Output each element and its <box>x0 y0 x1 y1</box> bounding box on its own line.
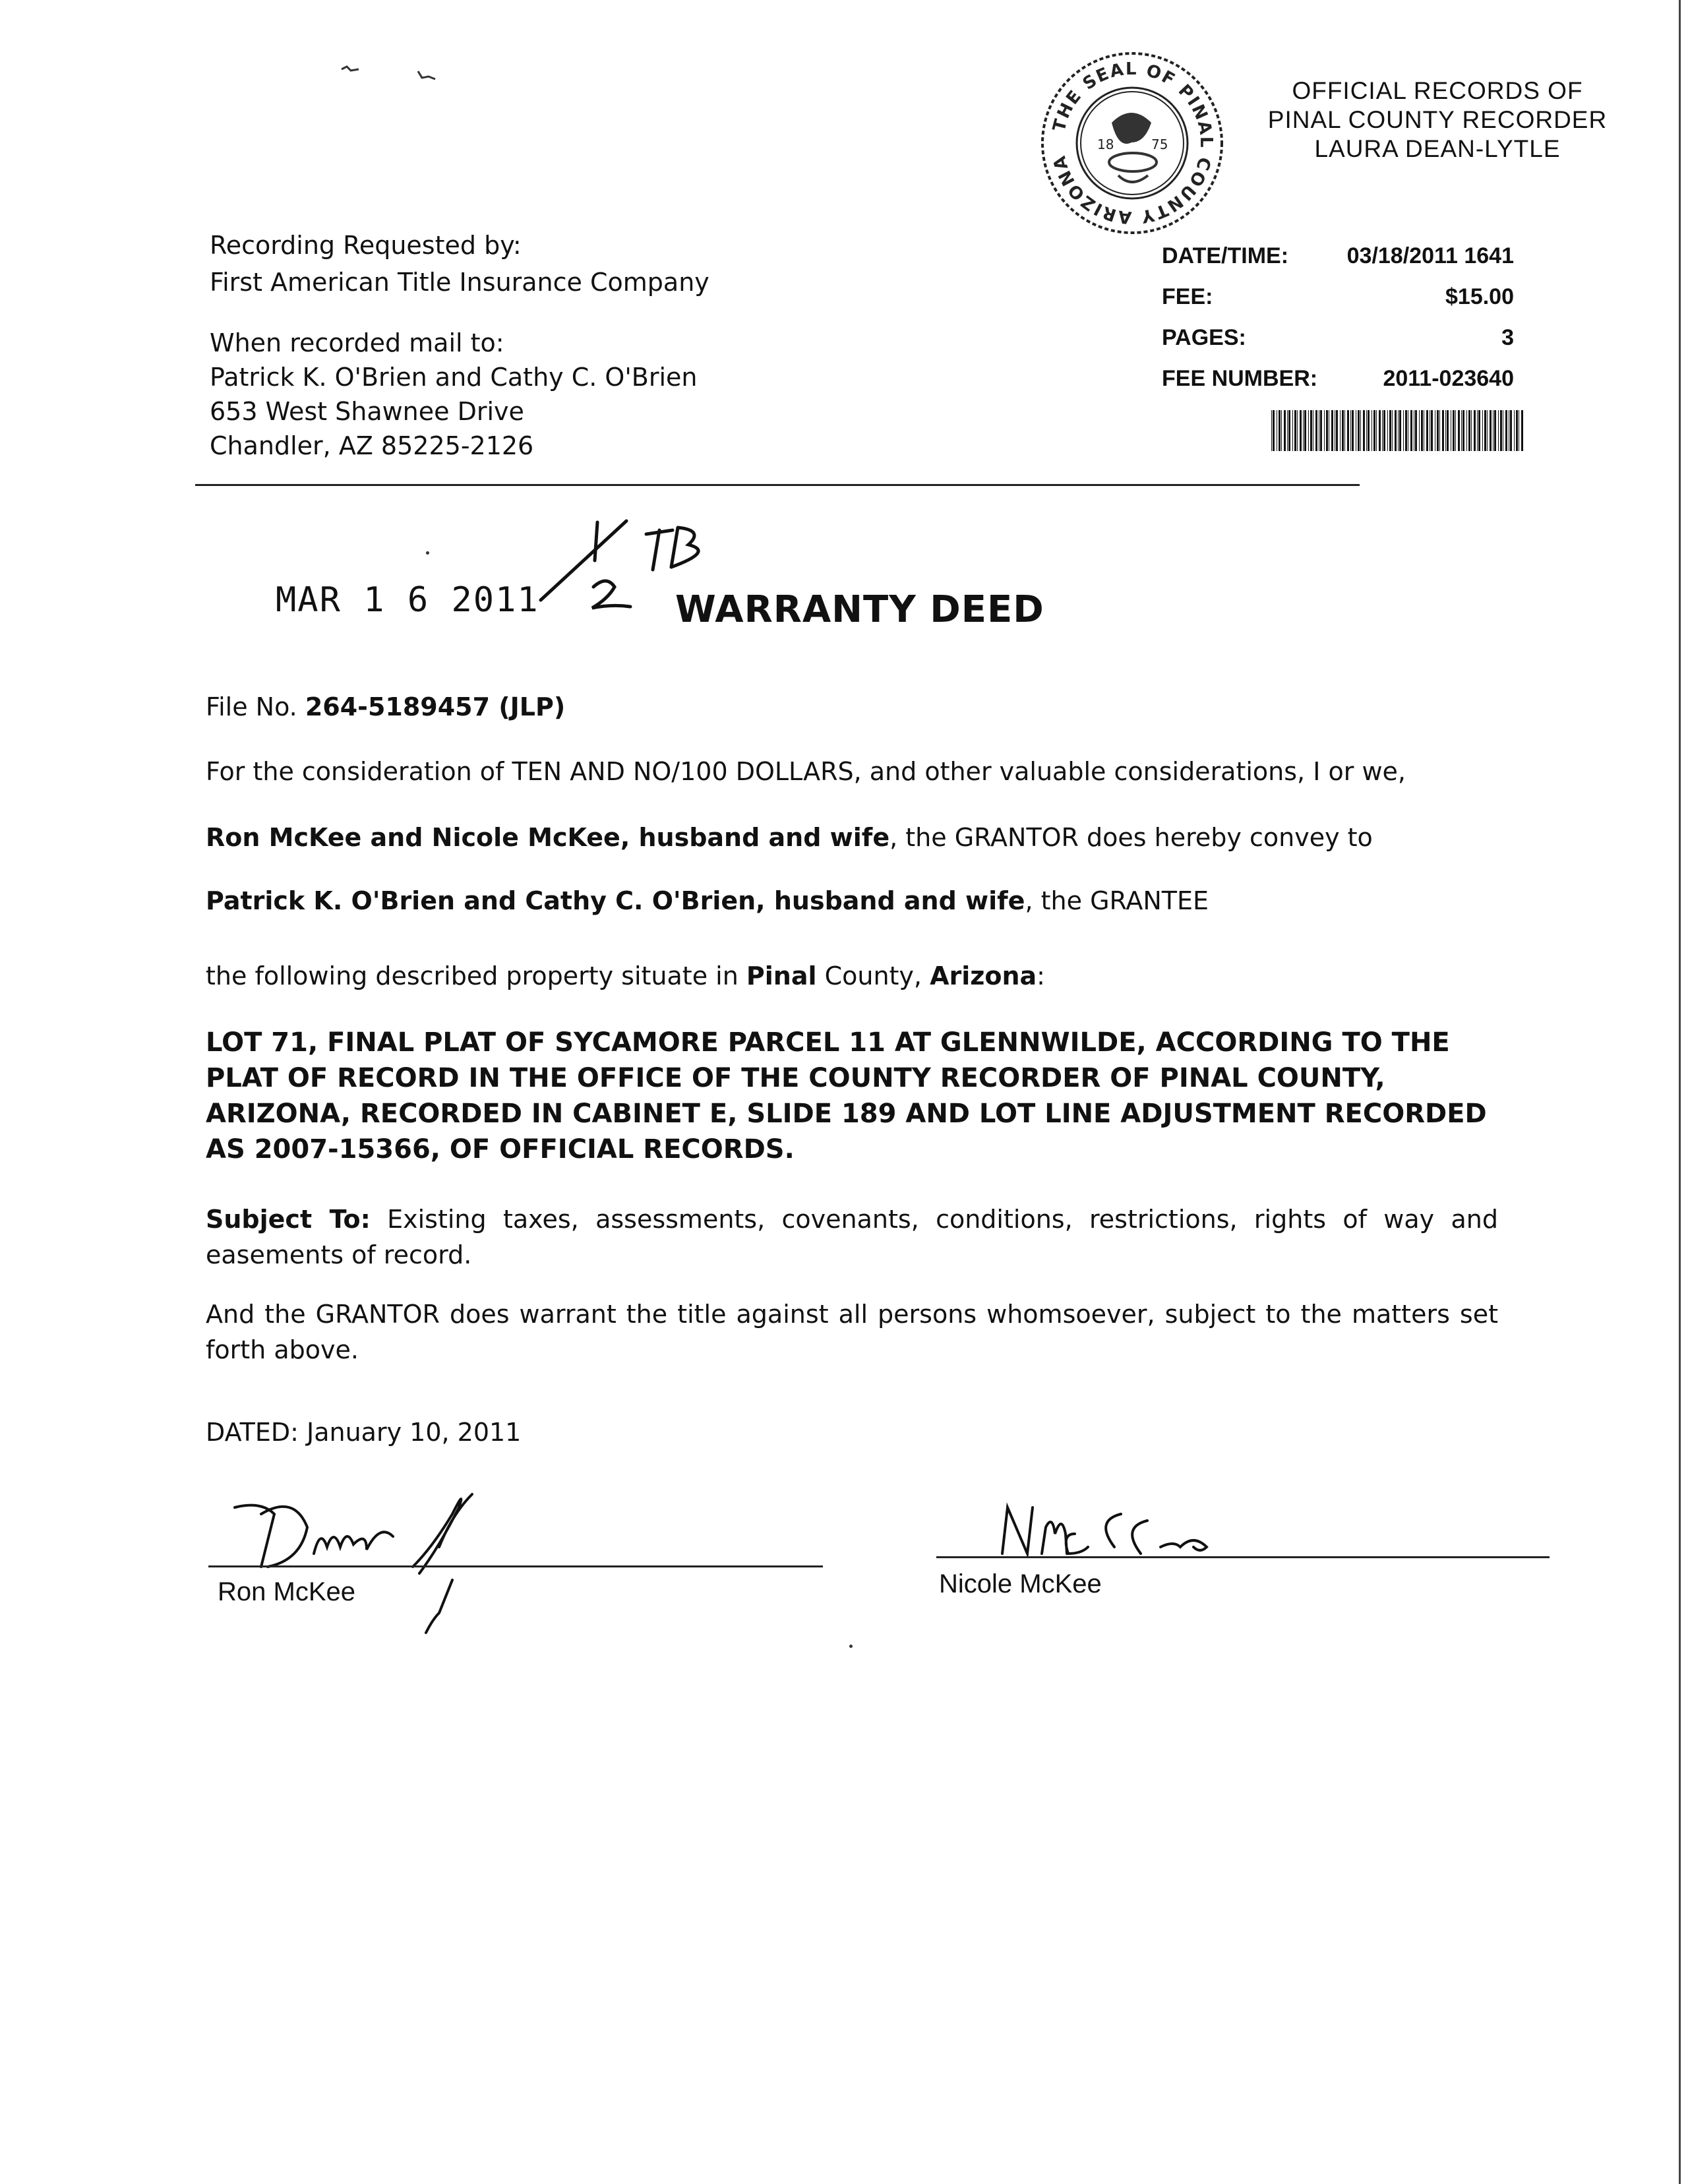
barcode-bar <box>1308 410 1309 451</box>
mail-to-label: When recorded mail to: <box>210 328 504 357</box>
barcode-bar <box>1324 410 1325 451</box>
barcode-bar <box>1366 410 1367 451</box>
barcode-bar <box>1368 410 1370 451</box>
property-intro-line <box>206 957 1045 994</box>
barcode-bar <box>1516 410 1518 451</box>
barcode-bar <box>1415 410 1417 451</box>
mail-to-name: Patrick K. O'Brien and Cathy C. O'Brien <box>210 363 698 392</box>
barcode-bar <box>1310 410 1312 451</box>
barcode-bar <box>1284 410 1286 451</box>
pages-row <box>1162 323 1514 364</box>
barcode-bar <box>1487 410 1488 451</box>
barcode-bar <box>1437 410 1439 451</box>
barcode-bar <box>1442 410 1444 451</box>
barcode-bar <box>1462 410 1464 451</box>
barcode-bar <box>1304 410 1306 451</box>
barcode-bar <box>1431 410 1433 451</box>
subject-to-text: Existing taxes, assessments, covenants, conditions, restrictions, rights of way and easements of record. <box>206 1205 1498 1269</box>
barcode-bar <box>1360 410 1361 451</box>
barcode-bar <box>1315 410 1317 451</box>
signature-line-right <box>936 1556 1550 1558</box>
barcode-bar <box>1398 410 1399 451</box>
barcode-bar <box>1373 410 1375 451</box>
dated-line: DATED: January 10, 2011 <box>206 1418 522 1447</box>
property-county: Pinal <box>746 961 817 990</box>
recorder-line-3: LAURA DEAN-LYTLE <box>1314 135 1561 162</box>
subject-to-label: Subject To: <box>206 1205 371 1234</box>
recorder-header <box>1253 76 1622 164</box>
record-metadata <box>1162 241 1514 405</box>
barcode-bar <box>1399 410 1401 451</box>
grantee-line <box>206 882 1209 919</box>
barcode-bar <box>1320 410 1322 451</box>
recording-requested-block <box>210 227 709 301</box>
barcode-bar <box>1494 410 1496 451</box>
barcode-bar <box>1331 410 1333 451</box>
fee-number-row <box>1162 364 1514 405</box>
svg-text:75: 75 <box>1151 136 1168 152</box>
barcode-bar <box>1383 410 1385 451</box>
pages-label: PAGES: <box>1162 325 1246 350</box>
scan-mark <box>415 69 442 82</box>
fee-label: FEE: <box>1162 284 1213 309</box>
barcode-bar <box>1273 410 1275 451</box>
barcode-icon <box>1271 410 1524 451</box>
barcode-bar <box>1521 410 1523 451</box>
barcode-bar <box>1482 410 1483 451</box>
subject-to-paragraph <box>206 1201 1498 1273</box>
barcode-bar <box>1292 410 1293 451</box>
barcode-bar <box>1445 410 1446 451</box>
fee-value: $15.00 <box>1445 284 1514 309</box>
mail-to-city: Chandler, AZ 85225-2126 <box>210 431 534 460</box>
grantee-suffix: , the GRANTEE <box>1025 886 1209 915</box>
barcode-bar <box>1297 410 1298 451</box>
barcode-bar <box>1342 410 1344 451</box>
scan-speck <box>849 1645 853 1648</box>
barcode-bar <box>1490 410 1492 451</box>
document-title: WARRANTY DEED <box>675 588 1044 631</box>
barcode-bar <box>1347 410 1349 451</box>
datetime-label: DATE/TIME: <box>1162 243 1289 268</box>
property-intro-prefix: the following described property situate in <box>206 961 746 990</box>
svg-text:THE SEAL OF PINAL COUNTY ARIZO: THE SEAL OF PINAL COUNTY ARIZONA <box>1049 59 1217 228</box>
barcode-bar <box>1279 410 1281 451</box>
recording-requested-label: Recording Requested by: <box>210 231 522 260</box>
property-state: Arizona <box>930 961 1037 990</box>
fee-row <box>1162 282 1514 323</box>
barcode-bar <box>1281 410 1282 451</box>
barcode-bar <box>1403 410 1404 451</box>
county-seal <box>1039 50 1225 236</box>
barcode-bar <box>1363 410 1365 451</box>
barcode-bar <box>1303 410 1304 451</box>
svg-text:18: 18 <box>1097 136 1114 152</box>
barcode-bar <box>1379 410 1381 451</box>
property-intro-end: : <box>1037 961 1045 990</box>
barcode-bar <box>1447 410 1449 451</box>
warranty-paragraph: And the GRANTOR does warrant the title against all persons whomsoever, subject to the matters set forth above. <box>206 1300 1498 1364</box>
signature-ron-mckee <box>215 1488 571 1639</box>
barcode-bar <box>1455 410 1456 451</box>
seal-icon <box>1039 50 1225 236</box>
barcode-bar <box>1421 410 1423 451</box>
barcode-bar <box>1439 410 1440 451</box>
barcode-bar <box>1510 410 1512 451</box>
consideration-line: For the consideration of TEN AND NO/100 DOLLARS, and other valuable considerations, I or we, <box>206 757 1406 786</box>
pages-value: 3 <box>1501 325 1514 350</box>
barcode <box>1271 410 1524 451</box>
barcode-bar <box>1350 410 1351 451</box>
barcode-bar <box>1405 410 1407 451</box>
header-divider <box>195 484 1360 486</box>
barcode-bar <box>1358 410 1360 451</box>
barcode-bar <box>1271 410 1272 451</box>
barcode-bar <box>1514 410 1515 451</box>
datetime-value: 03/18/2011 1641 <box>1346 243 1514 268</box>
barcode-bar <box>1410 410 1412 451</box>
signer-name-left: Ron McKee <box>218 1577 355 1606</box>
file-number-value: 264-5189457 (JLP) <box>305 692 566 721</box>
fee-number-label: FEE NUMBER: <box>1162 366 1318 391</box>
mail-to-block <box>210 326 697 463</box>
barcode-bar <box>1392 410 1393 451</box>
scan-mark <box>340 63 367 73</box>
page-edge <box>1679 0 1681 2184</box>
barcode-bar <box>1419 410 1420 451</box>
barcode-bar <box>1395 410 1397 451</box>
barcode-bar <box>1478 410 1480 451</box>
file-number-label: File No. <box>206 692 297 721</box>
property-intro-mid: County, <box>816 961 930 990</box>
fee-number-value: 2011-023640 <box>1383 366 1514 391</box>
recorder-line-1: OFFICIAL RECORDS OF <box>1292 77 1583 104</box>
barcode-bar <box>1484 410 1486 451</box>
barcode-bar <box>1474 410 1476 451</box>
barcode-bar <box>1426 410 1428 451</box>
barcode-bar <box>1294 410 1296 451</box>
barcode-bar <box>1352 410 1354 451</box>
grantor-names: Ron McKee and Nicole McKee, husband and wife <box>206 823 890 852</box>
barcode-bar <box>1382 410 1383 451</box>
barcode-bar <box>1387 410 1388 451</box>
recorder-line-2: PINAL COUNTY RECORDER <box>1267 106 1608 133</box>
signature-icon <box>215 1488 571 1639</box>
barcode-bar <box>1376 410 1377 451</box>
barcode-bar <box>1458 410 1460 451</box>
grantor-line <box>206 819 1373 856</box>
barcode-bar <box>1453 410 1455 451</box>
file-number-line <box>206 688 565 725</box>
barcode-bar <box>1326 410 1328 451</box>
barcode-bar <box>1471 410 1472 451</box>
barcode-bar <box>1344 410 1345 451</box>
barcode-bar <box>1466 410 1467 451</box>
recording-requested-company: First American Title Insurance Company <box>210 268 709 297</box>
grantee-names: Patrick K. O'Brien and Cathy C. O'Brien, husband and wife <box>206 886 1025 915</box>
mail-to-street: 653 West Shawnee Drive <box>210 397 524 426</box>
barcode-bar <box>1389 410 1391 451</box>
datetime-row <box>1162 241 1514 282</box>
scan-speck <box>426 551 429 555</box>
signature-line-left <box>208 1565 823 1567</box>
barcode-bar <box>1477 410 1478 451</box>
barcode-bar <box>1300 410 1302 451</box>
barcode-bar <box>1505 410 1507 451</box>
barcode-bar <box>1498 410 1499 451</box>
barcode-bar <box>1287 410 1288 451</box>
barcode-bar <box>1468 410 1470 451</box>
signer-name-right: Nicole McKee <box>939 1569 1102 1598</box>
barcode-bar <box>1340 410 1341 451</box>
barcode-bar <box>1288 410 1290 451</box>
legal-description: LOT 71, FINAL PLAT OF SYCAMORE PARCEL 11 AT GLENNWILDE, ACCORDING TO THE PLAT OF RECORD IN THE OFFICE OF THE COUNTY RECORDER OF PINAL COUNTY, ARIZONA, RECORDED IN CABINET E, SLIDE 189 AND LOT LINE ADJUSTMENT RECORDED AS 2007-15366, OF OFFICIAL RECORDS. <box>206 1027 1487 1165</box>
barcode-bar <box>1500 410 1502 451</box>
received-date-stamp: MAR 1 6 2011 <box>276 580 539 620</box>
barcode-bar <box>1336 410 1338 451</box>
barcode-bar <box>1461 410 1462 451</box>
grantor-suffix: , the GRANTOR does hereby convey to <box>889 823 1373 852</box>
